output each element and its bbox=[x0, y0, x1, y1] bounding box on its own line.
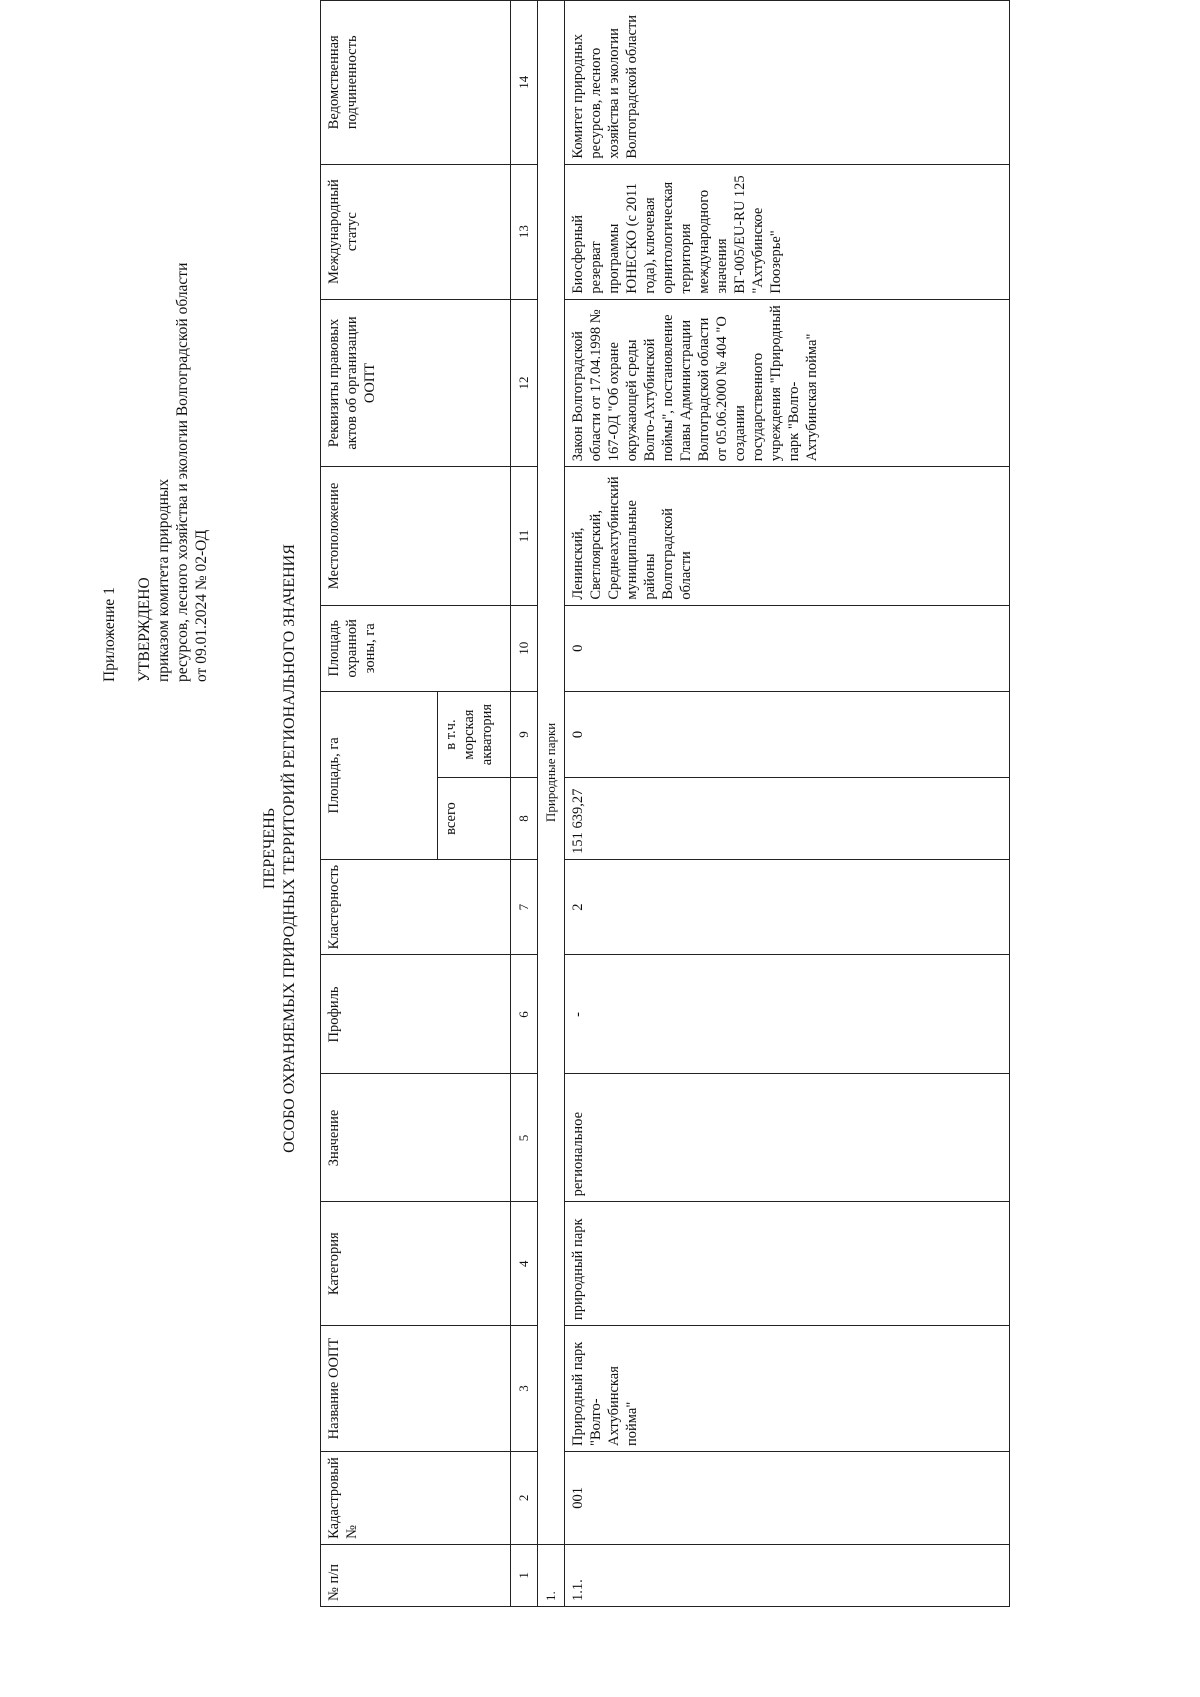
cell-significance: региональное bbox=[565, 1074, 1010, 1202]
cell-area-marine: 0 bbox=[565, 691, 1010, 777]
cell-name: Природный парк "Волго-Ахтубинская пойма" bbox=[565, 1326, 1010, 1452]
col-header-significance: Значение bbox=[321, 1074, 511, 1202]
column-number: 11 bbox=[511, 467, 538, 605]
column-number: 2 bbox=[511, 1451, 538, 1544]
column-number: 9 bbox=[511, 691, 538, 777]
col-header-profile: Профиль bbox=[321, 955, 511, 1074]
column-number: 4 bbox=[511, 1202, 538, 1326]
col-header-category: Категория bbox=[321, 1202, 511, 1326]
col-header-buffer-area: Площадь охранной зоны, га bbox=[321, 605, 511, 691]
column-number-row bbox=[511, 1, 538, 1607]
table-row bbox=[565, 1, 1010, 1607]
col-header-area-marine: в т.ч. морская акватория bbox=[438, 691, 511, 777]
cell-buffer-area: 0 bbox=[565, 605, 1010, 691]
cell-num: 1.1. bbox=[565, 1544, 1010, 1606]
cell-location: Ленинский, Светлоярский, Среднеахтубинский муниципальные районы Волгоградской области bbox=[565, 467, 1010, 605]
cell-cluster: 2 bbox=[565, 859, 1010, 955]
title-line-2: ОСОБО ОХРАНЯЕМЫХ ПРИРОДНЫХ ТЕРРИТОРИЙ РЕГИОНАЛЬНОГО ЗНАЧЕНИЯ bbox=[281, 544, 298, 1153]
section-number: 1. bbox=[538, 1544, 565, 1606]
cell-intl-status: Биосферный резерват программы ЮНЕСКО (с 2011 года), ключевая орнитологическая территория международного значения ВГ-005/EU-RU 125 "Ахтубинское Поозерье" bbox=[565, 164, 1010, 299]
cell-area-total: 151 639,27 bbox=[565, 778, 1010, 860]
column-number: 5 bbox=[511, 1074, 538, 1202]
col-header-area-total: всего bbox=[438, 778, 511, 860]
approval-header bbox=[100, 263, 211, 682]
approved-label: УТВЕРЖДЕНО bbox=[136, 577, 153, 682]
col-header-cluster: Кластерность bbox=[321, 859, 511, 955]
column-number: 7 bbox=[511, 859, 538, 955]
order-line-1: приказом комитета природных bbox=[155, 478, 172, 682]
col-header-name: Название ООПТ bbox=[321, 1326, 511, 1452]
col-header-area: Площадь, га bbox=[321, 691, 438, 859]
col-header-cadastral: Кадастровый № bbox=[321, 1451, 511, 1544]
col-header-location: Местоположение bbox=[321, 467, 511, 605]
cell-profile: - bbox=[565, 955, 1010, 1074]
oopt-register-table bbox=[320, 0, 1010, 1607]
order-line-2: ресурсов, лесного хозяйства и экологии Волгоградской области bbox=[174, 262, 191, 682]
cell-category: природный парк bbox=[565, 1202, 1010, 1326]
col-header-legal-acts: Реквизиты правовых актов об организации ООПТ bbox=[321, 299, 511, 467]
title-line-1: ПЕРЕЧЕНЬ bbox=[261, 808, 278, 889]
column-number: 8 bbox=[511, 778, 538, 860]
header-row-top bbox=[321, 1, 438, 1607]
col-header-num: № п/п bbox=[321, 1544, 511, 1606]
annex-label: Приложение 1 bbox=[101, 587, 118, 682]
column-number: 1 bbox=[511, 1544, 538, 1606]
col-header-intl-status: Международный статус bbox=[321, 164, 511, 299]
column-number: 3 bbox=[511, 1326, 538, 1452]
document-title bbox=[260, 0, 300, 1697]
order-line-3: от 09.01.2024 № 02-ОД bbox=[193, 529, 210, 682]
section-title: Природные парки bbox=[538, 1, 565, 1545]
cell-cadastral: 001 bbox=[565, 1451, 1010, 1544]
column-number: 12 bbox=[511, 299, 538, 467]
column-number: 13 bbox=[511, 164, 538, 299]
cell-subordination: Комитет природных ресурсов, лесного хозяйства и экологии Волгоградской области bbox=[565, 1, 1010, 165]
column-number: 14 bbox=[511, 1, 538, 165]
col-header-subordination: Ведомственная подчиненность bbox=[321, 1, 511, 165]
section-row bbox=[538, 1, 565, 1607]
cell-legal-acts: Закон Волгоградской области от 17.04.1998 № 167-ОД "Об охране окружающей среды Волго-Ахтубинской поймы", постановление Главы Администрации Волгоградской области от 05.06.2000 № 404 "О создании государственного учреждения "Природный парк "Волго-Ахтубинская пойма" bbox=[565, 299, 1010, 467]
column-number: 6 bbox=[511, 955, 538, 1074]
column-number: 10 bbox=[511, 605, 538, 691]
